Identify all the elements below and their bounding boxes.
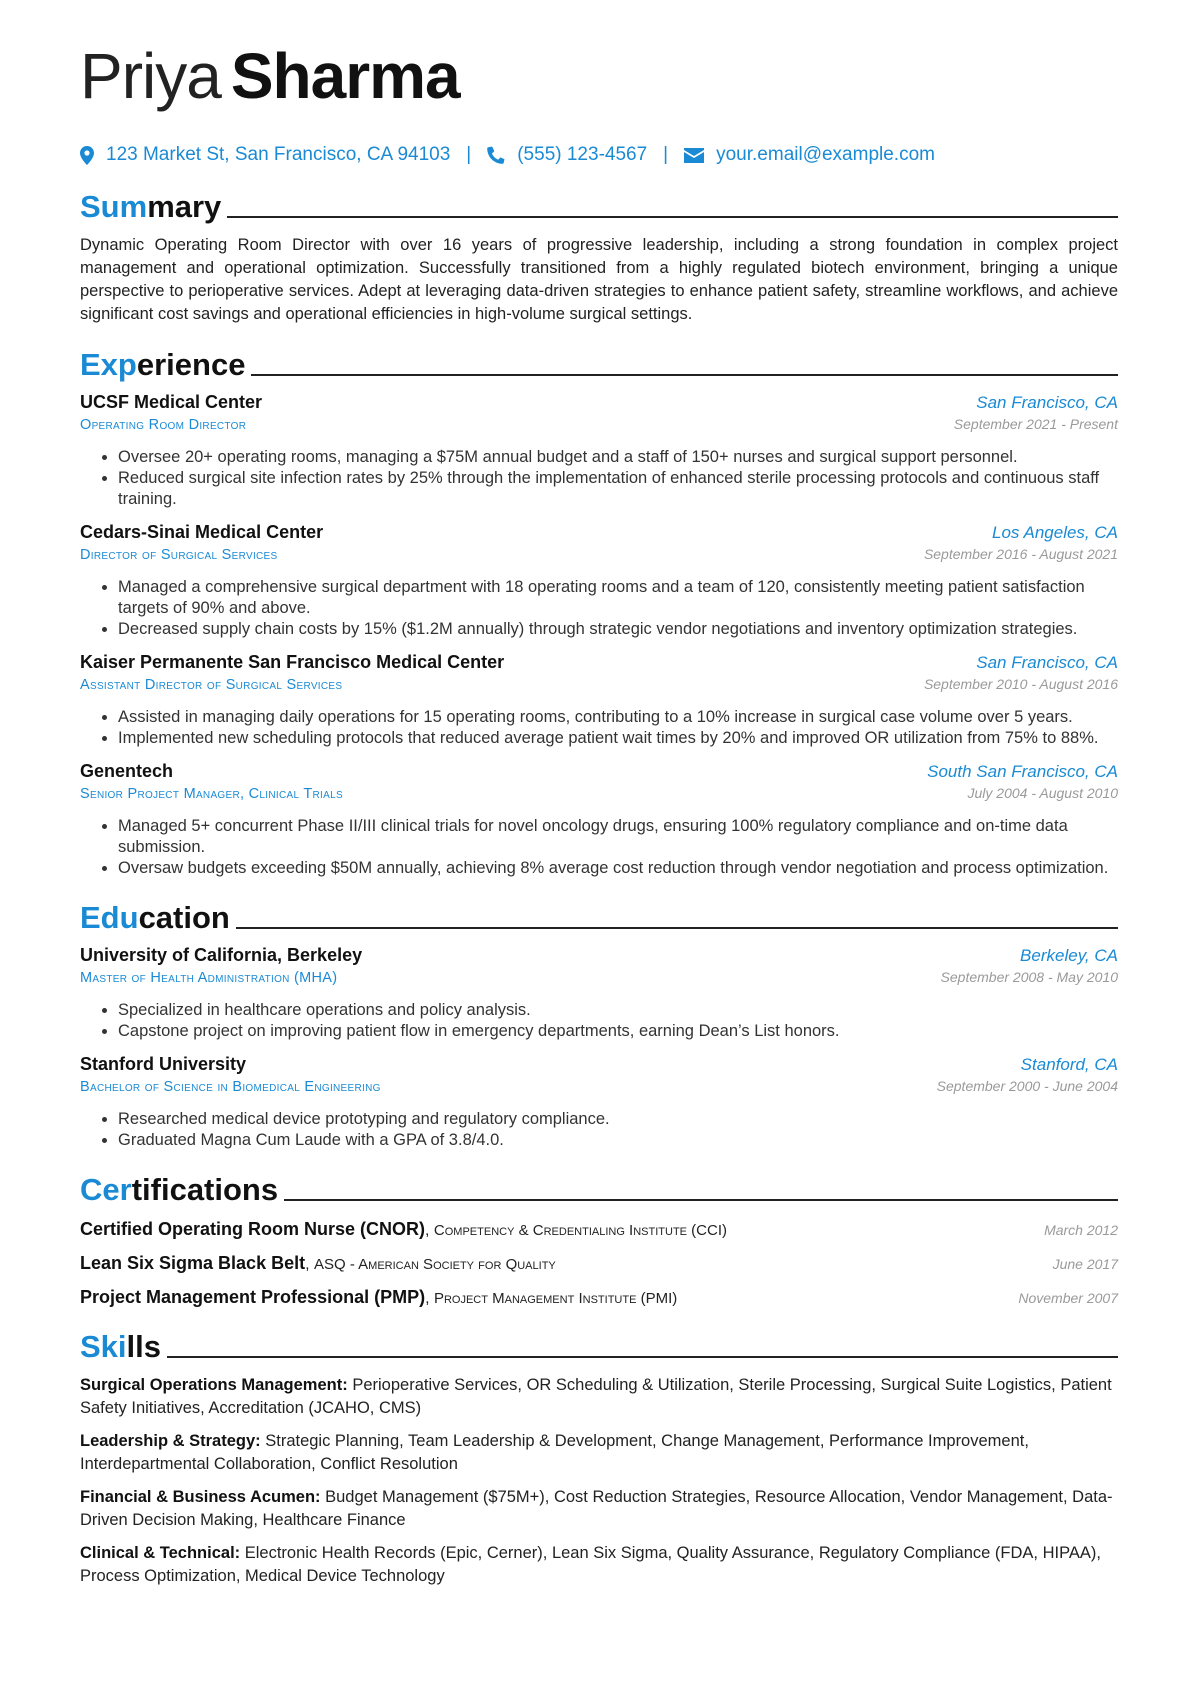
contact-separator: | [663, 144, 669, 165]
location: Berkeley, CA [1020, 946, 1118, 965]
map-marker-icon [80, 146, 94, 165]
bullet-list [80, 1109, 1118, 1151]
location: South San Francisco, CA [927, 762, 1118, 781]
section-title-summary [80, 186, 1118, 222]
contact-address [80, 144, 450, 166]
section-title-rest: lls [126, 1329, 161, 1364]
certification-name: Lean Six Sigma Black Belt [80, 1253, 306, 1273]
phone-icon [487, 146, 505, 164]
certification-item: Certified Operating Room Nurse (CNOR), Competency & Credentialing Institute (CCI) March 2012 [80, 1219, 1118, 1239]
bullet-list [80, 1000, 1118, 1042]
section-divider [251, 374, 1118, 376]
contact-email[interactable] [684, 144, 935, 166]
address-text: 123 Market St, San Francisco, CA 94103 [106, 144, 451, 165]
section-divider [167, 1356, 1118, 1358]
contact-phone[interactable] [487, 144, 647, 166]
skill-values: Perioperative Services, OR Scheduling & Utilization, Sterile Processing, Surgical Suite Logistics, Patient Safety Initiatives, Accreditation (JCAHO, CMS) [80, 1376, 1112, 1417]
section-title-rest: erience [136, 347, 246, 382]
section-title-accent: Sum [80, 189, 148, 224]
bullet-item: • Specialized in healthcare operations and policy analysis. [118, 1000, 1118, 1021]
date-range: September 2000 - June 2004 [936, 1078, 1118, 1094]
certification-date: November 2007 [1018, 1290, 1118, 1306]
date-range: July 2004 - August 2010 [967, 785, 1118, 801]
education-entry [80, 945, 1118, 1042]
section-title-accent: Edu [80, 900, 139, 935]
bullet-item: • Graduated Magna Cum Laude with a GPA of 3.8/4.0. [118, 1130, 1118, 1151]
skill-label: Leadership & Strategy: [80, 1432, 261, 1450]
skill-values: Strategic Planning, Team Leadership & Development, Change Management, Performance Improvement, Interdepartmental Collaboration, Conflict Resolution [80, 1432, 1029, 1473]
bullet-item: • Reduced surgical site infection rates by 25% through the implementation of enhanced sterile processing protocols and continuous staff training. [118, 468, 1118, 510]
skill-group [80, 1486, 1118, 1532]
skill-label: Financial & Business Acumen: [80, 1488, 321, 1506]
skills-list [80, 1374, 1118, 1588]
section-title-accent: Exp [80, 347, 137, 382]
institution: Stanford University [80, 1054, 247, 1074]
education-entry [80, 1054, 1118, 1151]
first-name: Priya [80, 40, 221, 112]
certification-list [80, 1219, 1118, 1308]
certification-date: March 2012 [1044, 1222, 1118, 1238]
certification-name: Certified Operating Room Nurse (CNOR) [80, 1219, 426, 1239]
skill-label: Surgical Operations Management: [80, 1376, 348, 1394]
certification-issuer: Project Management Institute (PMI) [433, 1290, 678, 1307]
organization: Cedars-Sinai Medical Center [80, 522, 324, 542]
job-title: Operating Room Director [80, 417, 247, 433]
section-title-experience [80, 344, 1118, 380]
bullet-item: • Assisted in managing daily operations for 15 operating rooms, contributing to a 10% increase in surgical case volume over 5 years. [118, 707, 1118, 728]
skill-values: Budget Management ($75M+), Cost Reduction Strategies, Resource Allocation, Vendor Management, Data-Driven Decision Making, Healthcare Finance [80, 1488, 1113, 1529]
section-title-accent: Cer [80, 1172, 132, 1207]
job-title: Assistant Director of Surgical Services [80, 677, 343, 693]
date-range: September 2021 - Present [953, 416, 1118, 432]
location: San Francisco, CA [976, 653, 1118, 672]
bullet-item: • Capstone project on improving patient flow in emergency departments, earning Dean’s List honors. [118, 1021, 1118, 1042]
certification-date: June 2017 [1052, 1256, 1118, 1272]
bullet-item: • Decreased supply chain costs by 15% ($1.2M annually) through strategic vendor negotiations and inventory optimization strategies. [118, 619, 1118, 640]
email-text[interactable]: your.email@example.com [716, 144, 935, 165]
section-divider [284, 1199, 1118, 1201]
section-title-education [80, 897, 1118, 933]
contact-separator: | [466, 144, 472, 165]
summary-text: Dynamic Operating Room Director with over 16 years of progressive leadership, including a strong foundation in complex project management and operational optimization. Successfully transitioned from a highly regulated biotech environment, bringing a unique perspective to perioperative services. Adept at leveraging data-driven strategies to enhance patient safety, streamline workflows, and achieve significant cost savings and operational efficiencies in high-volume surgical settings. [80, 236, 1118, 323]
envelope-icon [684, 148, 704, 163]
phone-text[interactable]: (555) 123-4567 [517, 144, 648, 165]
skill-group [80, 1430, 1118, 1476]
certification-issuer: Competency & Credentialing Institute (CCI) [433, 1222, 727, 1239]
organization: Kaiser Permanente San Francisco Medical Center [80, 652, 505, 672]
candidate-name [80, 36, 1118, 120]
section-divider [227, 216, 1118, 218]
location: Stanford, CA [1020, 1055, 1118, 1074]
location: San Francisco, CA [976, 393, 1118, 412]
certification-issuer: ASQ - American Society for Quality [313, 1256, 556, 1273]
section-title-certifications [80, 1169, 1118, 1205]
section-divider [236, 927, 1118, 929]
institution: University of California, Berkeley [80, 945, 363, 965]
experience-entry [80, 652, 1118, 749]
skill-label: Clinical & Technical: [80, 1544, 241, 1562]
experience-entry [80, 761, 1118, 879]
skill-values: Electronic Health Records (Epic, Cerner), Lean Six Sigma, Quality Assurance, Regulatory Compliance (FDA, HIPAA), Process Optimization, Medical Device Technology [80, 1544, 1101, 1585]
organization: Genentech [80, 761, 174, 781]
bullet-list [80, 707, 1118, 749]
job-title: Director of Surgical Services [80, 547, 278, 563]
contact-bar [80, 142, 1118, 168]
bullet-item: • Researched medical device prototyping and regulatory compliance. [118, 1109, 1118, 1130]
experience-entry [80, 392, 1118, 510]
certification-name: Project Management Professional (PMP) [80, 1287, 426, 1307]
job-title: Senior Project Manager, Clinical Trials [80, 786, 343, 802]
last-name: Sharma [230, 40, 460, 112]
certification-item: Project Management Professional (PMP), Project Management Institute (PMI) November 2007 [80, 1287, 1118, 1307]
bullet-item: • Oversee 20+ operating rooms, managing a $75M annual budget and a staff of 150+ nurses and surgical support personnel. [118, 447, 1118, 468]
bullet-item: • Managed 5+ concurrent Phase II/III clinical trials for novel oncology drugs, ensuring 100% regulatory compliance and on-time data submission. [118, 816, 1118, 858]
bullet-item: • Implemented new scheduling protocols that reduced average patient wait times by 20% and improved OR utilization from 75% to 88%. [118, 728, 1118, 749]
date-range: September 2010 - August 2016 [923, 676, 1118, 692]
certification-item: Lean Six Sigma Black Belt, ASQ - American Society for Quality June 2017 [80, 1253, 1118, 1273]
degree: Bachelor of Science in Biomedical Engineering [80, 1079, 381, 1095]
bullet-list [80, 577, 1118, 640]
degree: Master of Health Administration (MHA) [80, 970, 338, 986]
section-title-rest: cation [138, 900, 230, 935]
organization: UCSF Medical Center [80, 392, 263, 412]
date-range: September 2008 - May 2010 [940, 969, 1118, 985]
date-range: September 2016 - August 2021 [923, 546, 1118, 562]
section-title-accent: Ski [80, 1329, 127, 1364]
bullet-list [80, 447, 1118, 510]
section-title-skills [80, 1326, 1118, 1362]
bullet-item: • Managed a comprehensive surgical department with 18 operating rooms and a team of 120, consistently meeting patient satisfaction targets of 90% and above. [118, 577, 1118, 619]
bullet-item: • Oversaw budgets exceeding $50M annually, achieving 8% average cost reduction through vendor negotiation and process optimization. [118, 858, 1118, 879]
skill-group [80, 1542, 1118, 1588]
section-title-rest: tifications [131, 1172, 279, 1207]
experience-entry [80, 522, 1118, 640]
location: Los Angeles, CA [992, 523, 1118, 542]
skill-group [80, 1374, 1118, 1420]
bullet-list [80, 816, 1118, 879]
section-title-rest: mary [147, 189, 222, 224]
